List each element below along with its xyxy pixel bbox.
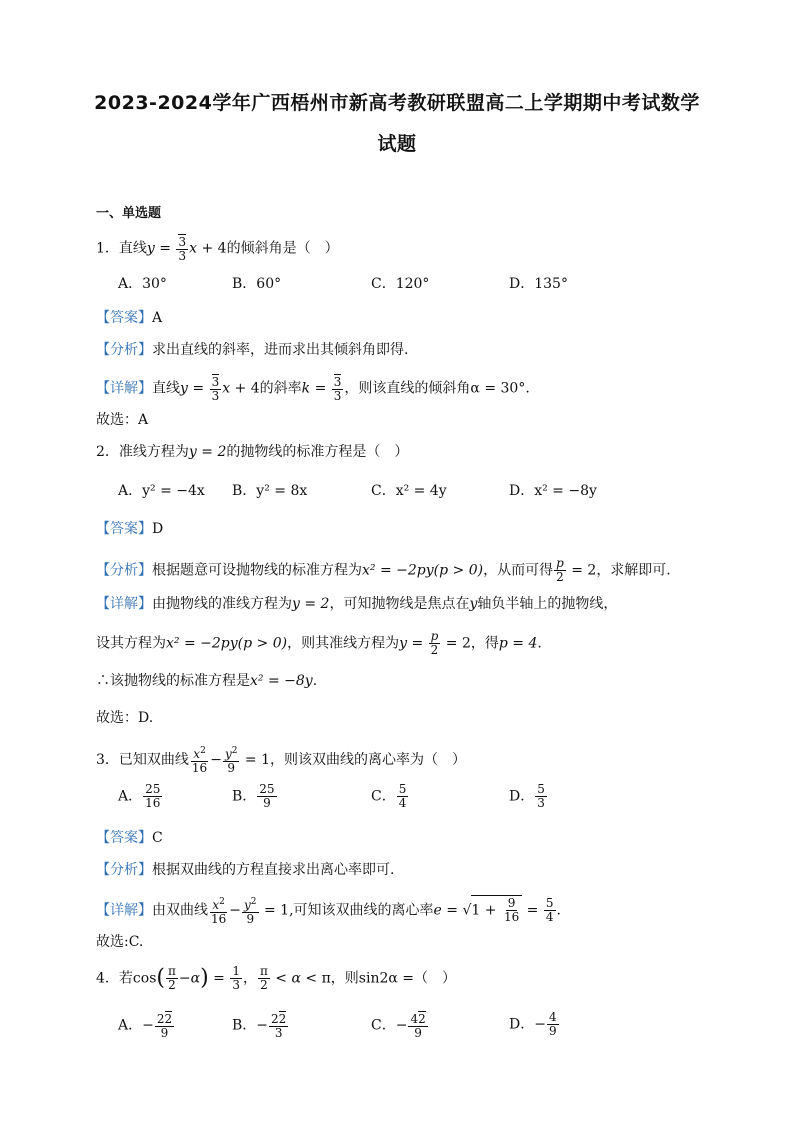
q2-analysis: 【分析】根据题意可设抛物线的标准方程为x² = −2py(p > 0)，从而可得 $\frac{p}{2}$ = 2，求解即可. xyxy=(96,556,671,584)
q3-option-a: A． $\frac{25}{16}$ xyxy=(118,782,161,810)
title-line-1: 2023-2024学年广西梧州市新高考教研联盟高二上学期期中考试数学 xyxy=(94,92,700,114)
q2-answer: 【答案】D xyxy=(96,521,164,537)
q3-option-b: B． $\frac{25}{9}$ xyxy=(232,782,275,810)
section-heading: 一、单选题 xyxy=(96,206,162,221)
q3-stem: 3．已知双曲线 $\frac{x^2}{16}$ − $\frac{y^2}{9}$ = 1，则该双曲线的离心率为（ ） xyxy=(96,746,466,775)
q1-stem: 1．直线y = $\frac{3}{3}$ x + 4的倾斜角是（ ） xyxy=(96,235,339,263)
q1-choose: 故选：A xyxy=(96,412,149,428)
q1-option-c: C．120° xyxy=(371,276,430,292)
q2-option-d: D．x² = −8y xyxy=(509,483,597,499)
q2-option-b: B．y² = 8x xyxy=(232,483,308,499)
title-line-2: 试题 xyxy=(377,133,417,155)
q1-answer: 【答案】A xyxy=(96,310,163,326)
q3-option-d: D． $\frac{5}{3}$ xyxy=(509,782,545,810)
q4-option-c: C．− $\frac{42}{9}$ xyxy=(371,1012,426,1040)
q2-option-a: A．y² = −4x xyxy=(118,483,205,499)
q2-detail-line-2: 设其方程为x² = −2py(p > 0)，则其准线方程为y = $\frac{p}{2}$ = 2，得p = 4. xyxy=(96,629,542,657)
q2-detail: 【详解】由抛物线的准线方程为y = 2，可知抛物线是焦点在y轴负半轴上的抛物线， xyxy=(96,596,618,612)
q4-stem: 4．若cos( $\frac{\pi}{2}$ −α) = $\frac{1}{3}$ ， $\frac{\pi}{2}$ < α < π，则sin2α =（ ） xyxy=(96,964,457,992)
q1-option-b: B．60° xyxy=(232,276,282,292)
q1-detail: 【详解】直线y = $\frac{3}{3}$ x + 4的斜率k = $\frac{3}{3}$ ，则该直线的倾斜角α = 30°. xyxy=(96,375,530,403)
q1-option-d: D．135° xyxy=(509,276,568,292)
q3-choose: 故选:C. xyxy=(96,934,144,950)
q3-analysis: 【分析】根据双曲线的方程直接求出离心率即可. xyxy=(96,862,395,878)
q3-answer: 【答案】C xyxy=(96,830,163,846)
q2-detail-line-3: ∴该抛物线的标准方程是x² = −8y. xyxy=(96,673,318,689)
q4-option-b: B．− $\frac{22}{3}$ xyxy=(232,1012,287,1040)
q3-detail: 【详解】由双曲线 $\frac{x^2}{16}$ − $\frac{y^2}{9}$ = 1,可知该双曲线的离心率e = √1 + $\frac{9}{16}$ = $\frac{5}{4}$ . xyxy=(96,896,561,926)
q2-option-c: C．x² = 4y xyxy=(371,483,447,499)
q4-option-d: D．− $\frac{4}{9}$ xyxy=(509,1010,557,1038)
q3-option-c: C． $\frac{5}{4}$ xyxy=(371,782,407,810)
q1-analysis: 【分析】求出直线的斜率，进而求出其倾斜角即得. xyxy=(96,342,409,358)
q1-option-a: A．30° xyxy=(118,276,167,292)
q2-choose: 故选：D. xyxy=(96,710,154,726)
q2-stem: 2．准线方程为y = 2的抛物线的标准方程是（ ） xyxy=(96,444,409,460)
q4-option-a: A．− $\frac{22}{9}$ xyxy=(118,1012,173,1040)
